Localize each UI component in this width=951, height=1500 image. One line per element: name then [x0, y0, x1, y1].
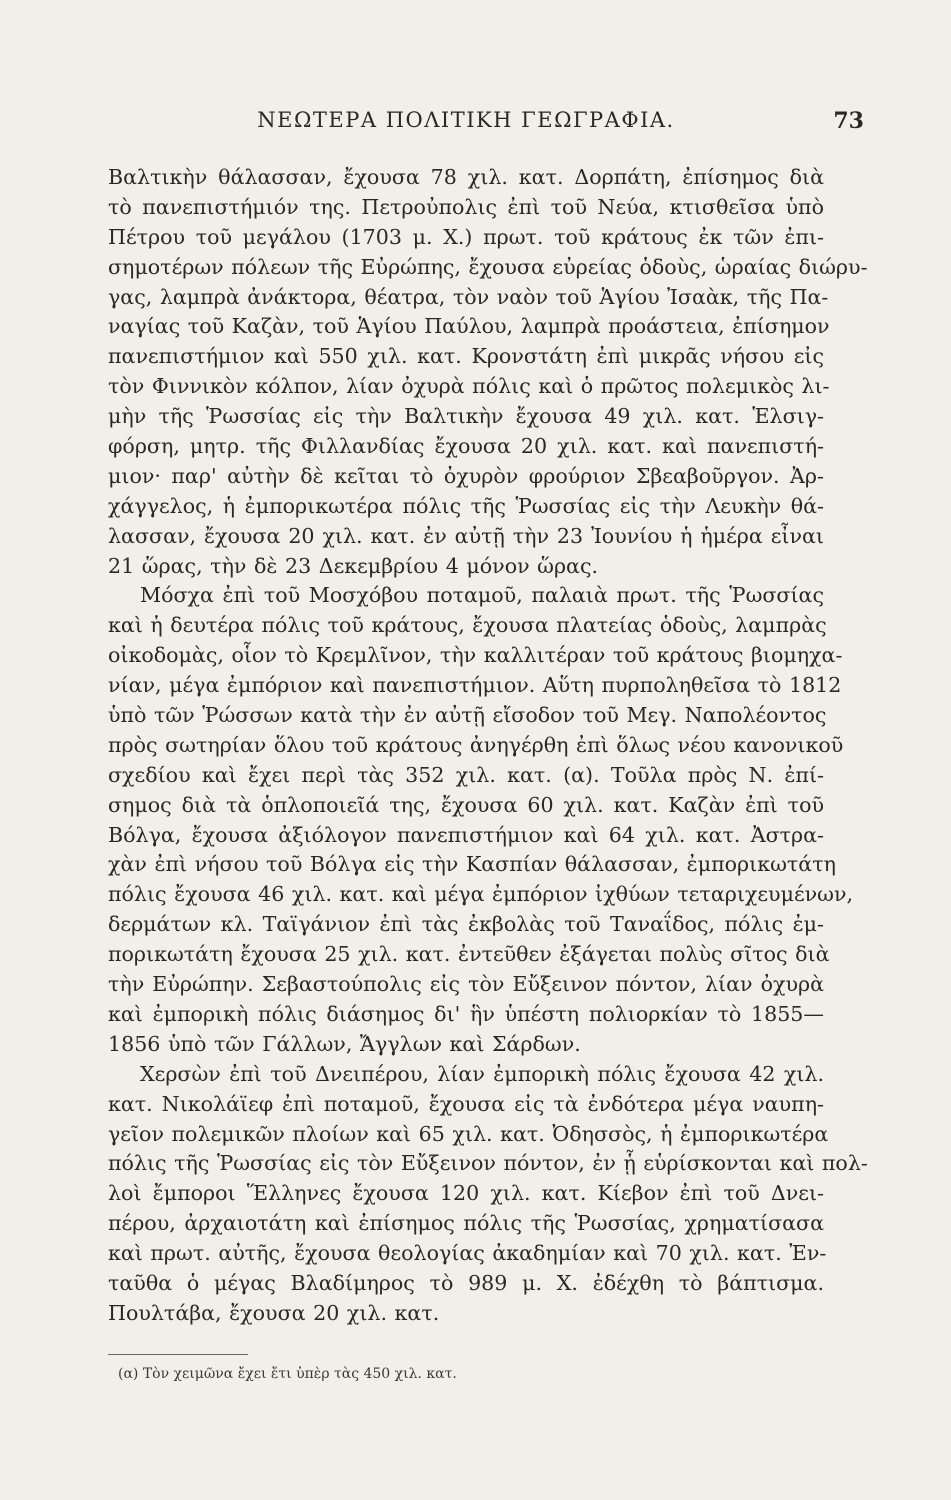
footnote-rule — [108, 1354, 248, 1355]
text-line: ταῦθα ὁ μέγας Βλαδίμηρος τὸ 989 μ. Χ. ἐδέχθη τὸ βάπτισμα. — [108, 1270, 824, 1295]
text-line: σημοτέρων πόλεων τῆς Εὐρώπης, ἔχουσα εὐρείας ὁδοὺς, ὡραίας διώρυ- — [108, 254, 868, 279]
text-line: ναγίας τοῦ Καζὰν, τοῦ Ἁγίου Παύλου, λαμπρὰ προάστεια, ἐπίσημον — [108, 314, 830, 339]
text-line: καὶ ἐμπορικὴ πόλις διάσημος δι' ἣν ὑπέστη πολιορκίαν τὸ 1855— — [108, 1001, 824, 1026]
text-line: μὴν τῆς Ῥωσσίας εἰς τὴν Βαλτικὴν ἔχουσα 49 χιλ. κατ. Ἑλσιγ- — [108, 404, 824, 429]
text-line: κατ. Νικολάϊεφ ἐπὶ ποταμοῦ, ἔχουσα εἰς τὰ ἐνδότερα μέγα ναυπη- — [108, 1091, 824, 1116]
text-line: γεῖον πολεμικῶν πλοίων καὶ 65 χιλ. κατ. Ὀδησσὸς, ἡ ἐμπορικωτέρα — [108, 1121, 829, 1146]
running-head — [108, 108, 864, 148]
text-line: πόλις ἔχουσα 46 χιλ. κατ. καὶ μέγα ἐμπόριον ἰχθύων τεταριχευμένων, — [108, 882, 854, 907]
text-line: Βόλγα, ἔχουσα ἀξιόλογον πανεπιστήμιον καὶ 64 χιλ. κατ. Ἀστρα- — [108, 822, 824, 847]
text-line: Χερσὼν ἐπὶ τοῦ Δνειπέρου, λίαν ἐμπορικὴ πόλις ἔχουσα 42 χιλ. — [140, 1061, 824, 1086]
text-line: δερμάτων κλ. Ταϊγάνιον ἐπὶ τὰς ἐκβολὰς τοῦ Ταναΐδος, πόλις ἐμ- — [108, 912, 824, 937]
text-line: τὸ πανεπιστήμιόν της. Πετροὐπολις ἐπὶ τοῦ Νεύα, κτισθεῖσα ὑπὸ — [108, 194, 824, 219]
text-line: νίαν, μέγα ἐμπόριον καὶ πανεπιστήμιον. Αὕτη πυρποληθεῖσα τὸ 1812 — [108, 673, 842, 698]
text-line: Πέτρου τοῦ μεγάλου (1703 μ. Χ.) πρωτ. τοῦ κράτους ἐκ τῶν ἐπι- — [108, 224, 824, 249]
text-line: Πουλτάβα, ἔχουσα 20 χιλ. κατ. — [108, 1300, 440, 1325]
page-number: 73 — [833, 108, 864, 134]
running-title: ΝΕΩΤΕΡΑ ΠΟΛΙΤΙΚΗ ΓΕΩΓΡΑΦΙΑ. — [257, 108, 675, 132]
text-line: σημος διὰ τὰ ὁπλοποιεῖά της, ἔχουσα 60 χιλ. κατ. Καζὰν ἐπὶ τοῦ — [108, 792, 824, 817]
text-line: Βαλτικὴν θάλασσαν, ἔχουσα 78 χιλ. κατ. Δορπάτη, ἐπίσημος διὰ — [108, 165, 824, 189]
text-line: τὴν Εὐρώπην. Σεβαστούπολις εἰς τὸν Εὔξεινον πόντον, λίαν ὀχυρὰ — [108, 972, 824, 997]
text-line: πανεπιστήμιον καὶ 550 χιλ. κατ. Κρονστάτη ἐπὶ μικρᾶς νήσου εἰς — [108, 344, 824, 369]
text-line: λοὶ ἔμποροι Ἕλληνες ἔχουσα 120 χιλ. κατ. Κίεβον ἐπὶ τοῦ Δνει- — [108, 1181, 824, 1206]
text-line: ὑπὸ τῶν Ῥώσσων κατὰ τὴν ἐν αὐτῇ εἴσοδον τοῦ Μεγ. Ναπολέοντος — [108, 703, 827, 728]
text-line: χὰν ἐπὶ νήσου τοῦ Βόλγα εἰς τὴν Κασπίαν θάλασσαν, ἐμπορικωτάτη — [108, 852, 836, 877]
text-line: φόρση, μητρ. τῆς Φιλλανδίας ἔχουσα 20 χιλ. κατ. καὶ πανεπιστή- — [108, 434, 824, 459]
text-line: σχεδίου καὶ ἔχει περὶ τὰς 352 χιλ. κατ. (α). Τοῦλα πρὸς Ν. ἐπί- — [108, 762, 824, 787]
text-line: πόλις τῆς Ῥωσσίας εἰς τὸν Εὔξεινον πόντον, ἐν ᾗ εὑρίσκονται καὶ πολ- — [108, 1151, 868, 1176]
text-line: πέρου, ἀρχαιοτάτη καὶ ἐπίσημος πόλις τῆς Ῥωσσίας, χρηματίσασα — [108, 1211, 824, 1236]
text-line: χάγγελος, ἡ ἐμπορικωτέρα πόλις τῆς Ῥωσσίας εἰς τὴν Λευκὴν θά- — [108, 493, 824, 518]
text-line: πορικωτάτη ἔχουσα 25 χιλ. κατ. ἐντεῦθεν ἐξάγεται πολὺς σῖτος διὰ — [108, 942, 830, 967]
text-line: 21 ὥρας, τὴν δὲ 23 Δεκεμβρίου 4 μόνον ὥρας. — [108, 553, 599, 578]
text-line: 1856 ὑπὸ τῶν Γάλλων, Ἄγγλων καὶ Σάρδων. — [108, 1031, 581, 1056]
body-text — [108, 163, 868, 1329]
text-line: πρὸς σωτηρίαν ὅλου τοῦ κράτους ἀνηγέρθη ἐπὶ ὅλως νέου κανονικοῦ — [108, 732, 844, 757]
text-line: τὸν Φιννικὸν κόλπον, λίαν ὀχυρὰ πόλις καὶ ὁ πρῶτος πολεμικὸς λι- — [108, 374, 830, 399]
text-line: καὶ ἡ δευτέρα πόλις τοῦ κράτους, ἔχουσα πλατείας ὁδοὺς, λαμπρὰς — [108, 613, 827, 638]
text-line: οἰκοδομὰς, οἷον τὸ Κρεμλῖνον, τὴν καλλιτέραν τοῦ κράτους βιομηχα- — [108, 643, 843, 668]
text-line: γας, λαμπρὰ ἀνάκτορα, θέατρα, τὸν ναὸν τοῦ Ἁγίου Ἰσαὰκ, τῆς Πα- — [108, 284, 829, 309]
text-line: μιον· παρ' αὐτὴν δὲ κεῖται τὸ ὀχυρὸν φρούριον Σβεαβοῦργον. Ἀρ- — [108, 463, 824, 488]
text-line: λασσαν, ἔχουσα 20 χιλ. κατ. ἐν αὐτῇ τὴν 23 Ἰουνίου ἡ ἡμέρα εἶναι — [108, 523, 824, 548]
footnote: (α) Τὸν χειμῶνα ἔχει ἔτι ὑπὲρ τὰς 450 χιλ. κατ. — [118, 1366, 457, 1382]
text-line: καὶ πρωτ. αὐτῆς, ἔχουσα θεολογίας ἀκαδημίαν καὶ 70 χιλ. κατ. Ἐν- — [108, 1241, 827, 1266]
text-line: Μόσχα ἐπὶ τοῦ Μοσχόβου ποταμοῦ, παλαιὰ πρωτ. τῆς Ῥωσσίας — [140, 583, 824, 608]
